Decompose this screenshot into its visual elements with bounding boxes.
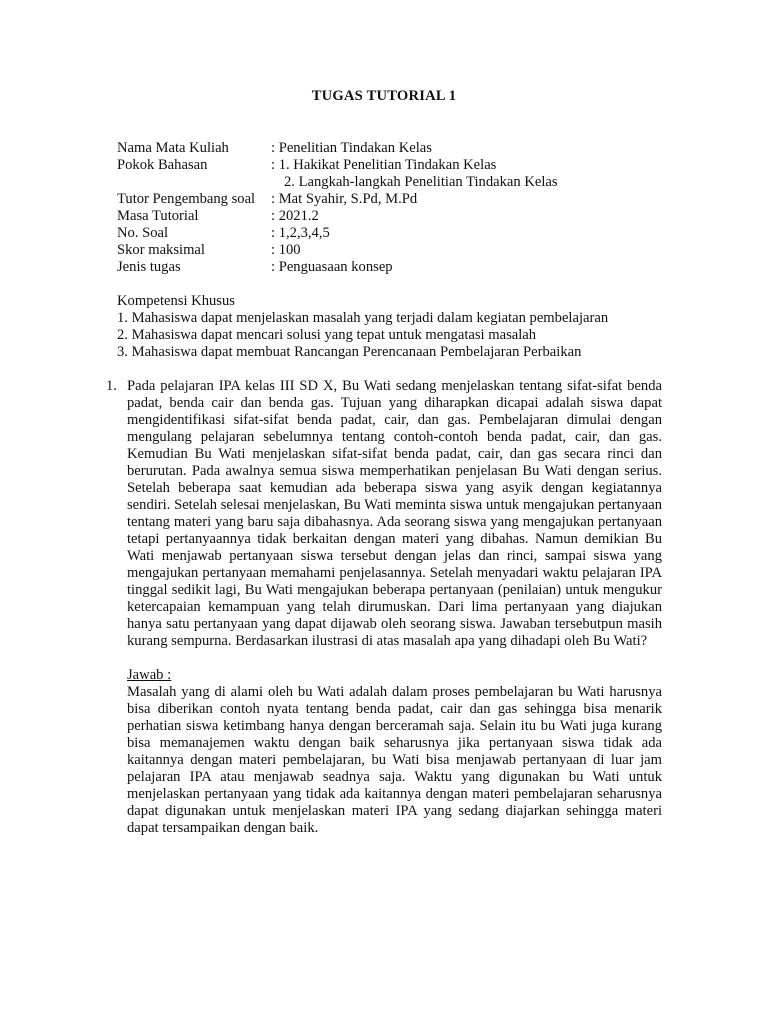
- kompetensi-khusus: [117, 293, 677, 361]
- pokok-bahasan-continuation: 2. Langkah-langkah Penelitian Tindakan Kelas: [284, 174, 558, 190]
- info-label: Jenis tugas: [117, 259, 181, 275]
- course-info: [117, 140, 677, 276]
- info-value: : Penelitian Tindakan Kelas: [271, 140, 432, 156]
- info-label: Nama Mata Kuliah: [117, 140, 229, 156]
- info-row-pokok-bahasan: [117, 157, 677, 174]
- info-label: No. Soal: [117, 225, 169, 241]
- info-row-tutor: [117, 191, 677, 208]
- info-label: Tutor Pengembang soal: [117, 191, 256, 207]
- question-number: 1.: [106, 378, 117, 394]
- info-row-nama-mata-kuliah: [117, 140, 677, 157]
- info-label: Skor maksimal: [117, 242, 205, 258]
- info-value: : 1,2,3,4,5: [271, 225, 330, 241]
- info-value: : Mat Syahir, S.Pd, M.Pd: [271, 191, 418, 207]
- kompetensi-heading: Kompetensi Khusus: [117, 293, 235, 309]
- info-row-masa-tutorial: [117, 208, 677, 225]
- question-text: Pada pelajaran IPA kelas III SD X, Bu Wati sedang menjelaskan tentang sifat-sifat benda padat, benda cair dan benda gas. Tujuan yang diharapkan dicapai adalah siswa dapat mengidentifikasi sifat-sifat benda padat, cair, dan gas. Pembelajaran dimulai dengan mengulang pelajaran sebelumnya tentang contoh-contoh benda padat, cair, dan gas. Kemudian Bu Wati menjelaskan sifat-sifat benda padat, cair, dan gas secara rinci dan berurutan. Pada awalnya semua siswa memperhatikan penjelasan Bu Wati dengan serius. Setelah beberapa saat kemudian ada beberapa siswa yang asyik dengan kegiatannya sendiri. Setelah selesai menjelaskan, Bu Wati meminta siswa untuk mengajukan pertanyaan tentang materi yang baru saja dibahasnya. Ada seorang siswa yang mengajukan pertanyaan tetapi pertanyaannya tidak berkaitan dengan materi yang dibahas. Namun demikian Bu Wati menjawab pertanyaan siswa tersebut dengan jelas dan rinci, sampai siswa yang mengajukan pertanyaan memahami penjelasannya. Setelah menyadari waktu pelajaran IPA tinggal sedikit lagi, Bu Wati mengajukan beberapa pertanyaan (penilaian) untuk mengukur ketercapaian kemampuan yang telah dirumuskan. Dari lima pertanyaan yang diajukan hanya satu pertanyaan yang dapat dijawab oleh seorang siswa. Jawaban tersebutpun masih kurang sempurna. Berdasarkan ilustrasi di atas masalah apa yang dihadapi oleh Bu Wati?: [127, 378, 662, 649]
- kompetensi-item: 2. Mahasiswa dapat mencari solusi yang tepat untuk mengatasi masalah: [117, 327, 537, 343]
- info-value: : 2021.2: [271, 208, 319, 224]
- info-row-no-soal: [117, 225, 677, 242]
- info-label: Masa Tutorial: [117, 208, 199, 224]
- kompetensi-item: 1. Mahasiswa dapat menjelaskan masalah yang terjadi dalam kegiatan pembelajaran: [117, 310, 609, 326]
- document-title: TUGAS TUTORIAL 1: [311, 88, 457, 104]
- info-label: Pokok Bahasan: [117, 157, 208, 173]
- info-row-skor-maksimal: [117, 242, 677, 259]
- info-value: : Penguasaan konsep: [271, 259, 393, 275]
- info-value: : 1. Hakikat Penelitian Tindakan Kelas: [271, 157, 497, 173]
- info-value: : 100: [271, 242, 301, 258]
- info-row-jenis-tugas: [117, 259, 677, 276]
- question-1: [106, 378, 662, 837]
- answer-text: Masalah yang di alami oleh bu Wati adalah dalam proses pembelajaran bu Wati harusnya bisa diberikan contoh nyata tentang benda padat, cair dan gas sehingga bisa menarik perhatian siswa ketimbang hanya dengan berceramah saja. Selain itu bu Wati juga kurang bisa memanajemen waktu dengan baik seharusnya jika pertanyaan siswa tidak ada kaitannya dengan materi pembelajaran, bu Wati bisa menjawab pertanyaan di luar jam pelajaran IPA atau menjawab seadnya saja. Waktu yang digunakan bu Wati untuk menjelaskan pertanyaan yang tidak ada kaitannya dengan materi pembelajaran seharusnya dapat digunakan untuk menjelaskan materi IPA yang sedang diajarkan sehingga materi dapat tersampaikan dengan baik.: [127, 684, 662, 836]
- answer-heading: Jawab :: [127, 667, 172, 683]
- kompetensi-item: 3. Mahasiswa dapat membuat Rancangan Perencanaan Pembelajaran Perbaikan: [117, 344, 582, 360]
